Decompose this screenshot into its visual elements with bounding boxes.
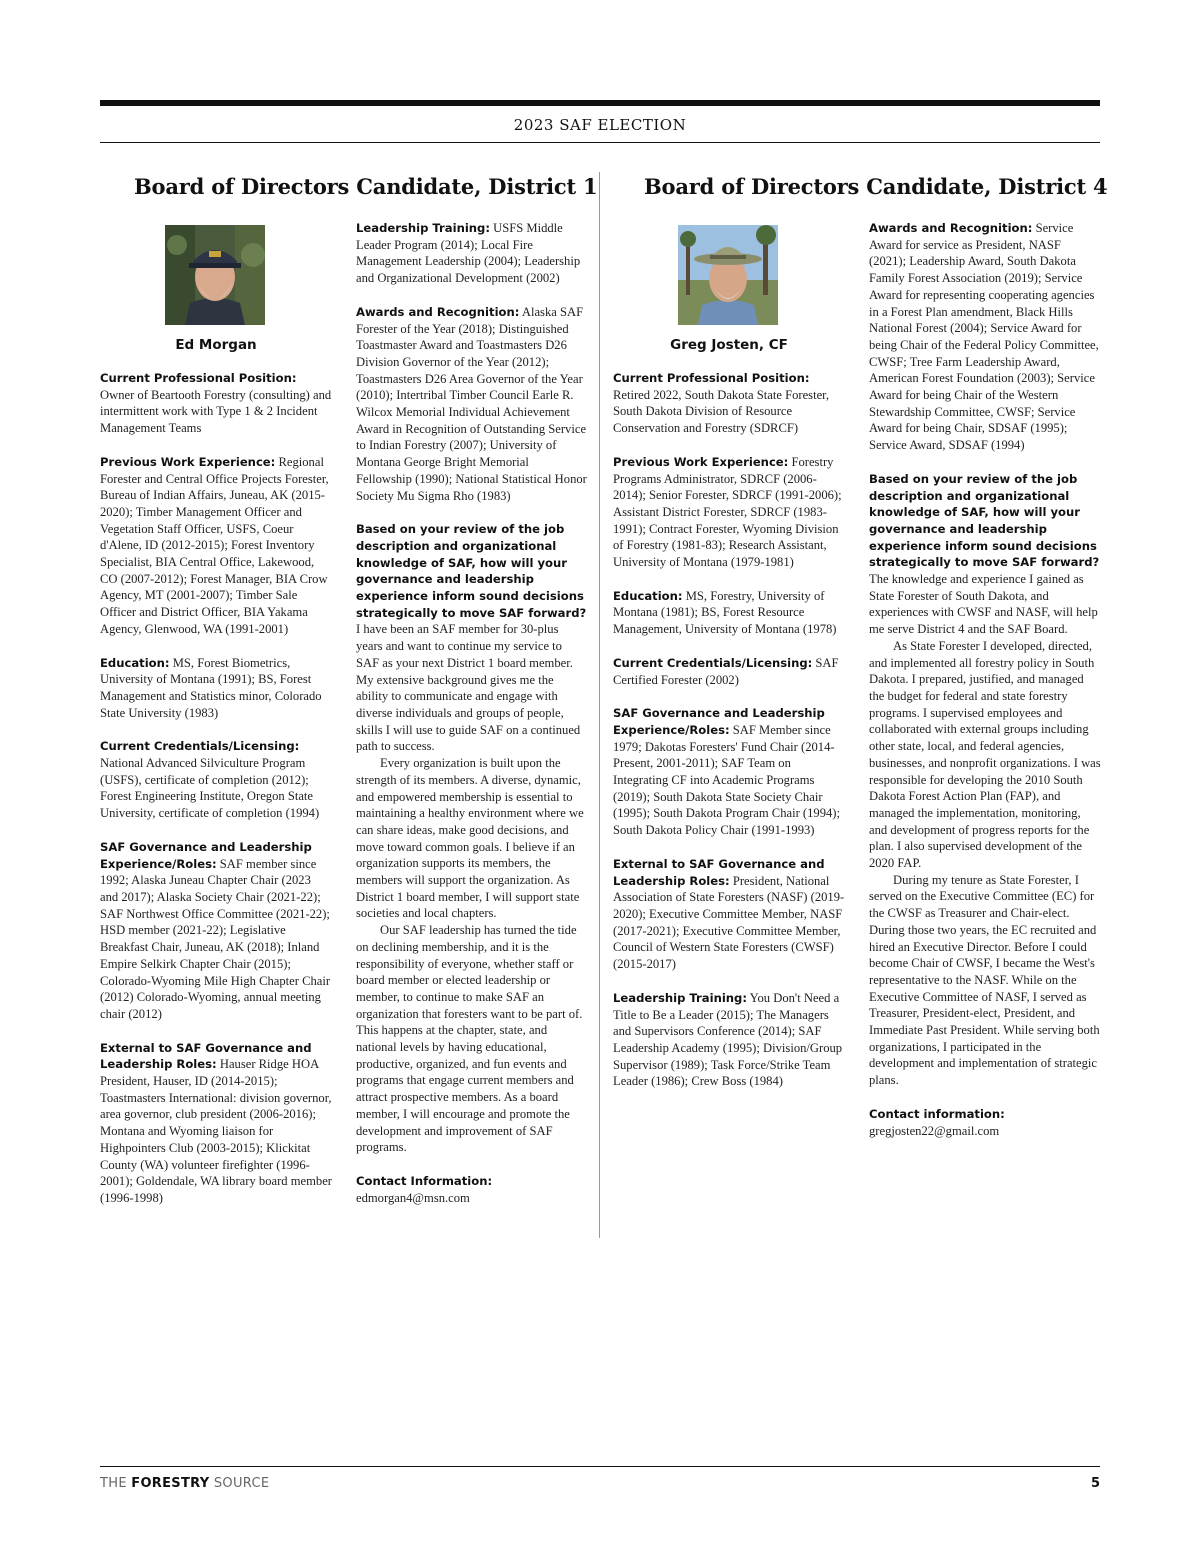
d4-education-text: MS, Forestry, University of Montana (1981); BS, Forest Resource Management, University of Montana (1978) xyxy=(613,588,837,637)
column-divider xyxy=(599,172,600,1238)
d1-governance-label: SAF Governance and Leadership Experience/Roles: xyxy=(100,839,312,871)
d4-education xyxy=(613,588,845,638)
footer-brand xyxy=(100,1476,269,1491)
header-rule xyxy=(100,142,1100,143)
footer-brand-bold: FORESTRY xyxy=(131,1476,210,1491)
d4-contact-email: gregjosten22@gmail.com xyxy=(869,1123,1000,1138)
d4-credentials xyxy=(613,655,845,688)
d4-statement xyxy=(869,471,1101,1089)
d1-training xyxy=(356,220,588,287)
d4-current-position-label: Current Professional Position: xyxy=(613,371,810,385)
d1-training-text: USFS Middle Leader Program (2014); Local Fire Management Leadership (2004); Leadership and Organizational Development (2002) xyxy=(356,221,581,286)
d1-credentials xyxy=(100,738,332,822)
d4-training-text: You Don't Need a Title to Be a Leader (2015); The Managers and Supervisors Conference (2014); SAF Leadership Academy (1995); Division/Group Supervisor (1989); Task Force/Strike Team Leader (1986); Crew Boss (1984) xyxy=(613,990,843,1089)
d4-answer-p1: The knowledge and experience I gained as State Forester of South Dakota, and experiences with CWSF and NASF, will help me serve District 4 and the SAF Board. xyxy=(869,572,1098,637)
d1-governance xyxy=(100,839,332,1023)
d1-statement xyxy=(356,521,588,1156)
d1-education xyxy=(100,655,332,722)
d1-education-text: MS, Forest Biometrics, University of Montana (1991); BS, Forest Management and Statistics minor, Colorado State University (1983) xyxy=(100,655,322,720)
d1-governance-text: SAF member since 1992; Alaska Juneau Chapter Chair (2023 and 2017); Alaska Society Chair (2021-22); SAF Northwest Office Committee (2021-22); HSD member (2021-22); Legislative Breakfast Chair, Juneau, AK (2018); Inland Empire Selkirk Chapter Chair (2015); Colorado-Wyoming Mile High Chapter Chair (2012) Colorado-Wyoming, annual meeting chair (2012) xyxy=(100,856,331,1021)
d1-credentials-text: National Advanced Silviculture Program (USFS), certificate of completion (2012); Forest Engineering Institute, Oregon State University, certificate of completion (1994) xyxy=(100,756,320,821)
section-header: 2023 SAF ELECTION xyxy=(513,116,687,134)
d4-question: Based on your review of the job description and organizational knowledge of SAF, how will your governance and leadership experience inform sound decisions strategically to move SAF forward? xyxy=(869,471,1100,570)
district1-title: Board of Directors Candidate, District 1 xyxy=(134,174,598,199)
d1-answer-p1: I have been an SAF member for 30-plus years and want to continue my service to SAF as your next District 1 board member. My extensive background gives me the ability to communicate and engage with diverse individuals and groups of people, skills I will use to guide SAF on a continued path to success. xyxy=(356,622,581,754)
d4-previous-work-label: Previous Work Experience: xyxy=(613,454,789,469)
d1-current-position-label: Current Professional Position: xyxy=(100,371,297,385)
d4-training-label: Leadership Training: xyxy=(613,990,747,1005)
d4-contact xyxy=(869,1106,1101,1139)
d1-external-label: External to SAF Governance and Leadership Roles: xyxy=(100,1040,312,1072)
d4-answer-p2: As State Forester I developed, directed, and implemented all forestry policy in South Dakota. I prepared, justified, and managed the budget for federal and state forestry programs. I supervised employees and collaborated with external groups including other state, local, and federal agencies, businesses, and nonprofit organizations. I was responsible for developing the 2010 South Dakota Forest Action Plan (FAP), and managed the implementation, monitoring, and development of progress reports for the plan. I also supervised development of the 2020 FAP. xyxy=(869,638,1101,871)
footer-rule xyxy=(100,1466,1100,1467)
ed-morgan-photo xyxy=(165,225,265,325)
d1-external-text: Hauser Ridge HOA President, Hauser, ID (2014-2015); Toastmasters International: division governor, area governor, club president (2006-2016); Montana and Wyoming liaison for Highpointers Club (2003-2015); Klickitat County (WA) volunteer firefighter (1996-2001); Goldendale, WA library board member (1996-1998) xyxy=(100,1057,332,1205)
district1-column-right xyxy=(356,220,588,1223)
d4-external-label: External to SAF Governance and Leadership Roles: xyxy=(613,856,825,888)
greg-josten-name: Greg Josten, CF xyxy=(670,337,788,353)
d4-training xyxy=(613,990,845,1090)
d1-training-label: Leadership Training: xyxy=(356,221,490,235)
d1-contact-label: Contact Information: xyxy=(356,1173,493,1188)
footer-brand-prefix: THE xyxy=(100,1476,132,1491)
d1-education-label: Education: xyxy=(100,655,170,670)
d4-previous-work-text: Forestry Programs Administrator, SDRCF (2006-2014); Senior Forester, SDRCF (1991-2006); Assistant District Forester, SDRCF (1983-1991); Contract Forester, Wyoming Division of Forestry (1981-83); Research Assistant, University of Montana (1979-1981) xyxy=(613,454,842,570)
d4-external-text: President, National Association of State Foresters (NASF) (2019-2020); Executive Committee Member, NASF (2017-2021); Executive Committee Member, Council of Western State Foresters (CWSF) (2015-2017) xyxy=(613,873,845,972)
d4-awards-text: Service Award for service as President, NASF (2021); Leadership Award, South Dakota Family Forest Association (2019); Service Award for representing cooperating agencies in a Forest Plan amendment, Black Hills National Forest (2004); Service Award for being Chair of the Federal Policy Committee, CWSF; Tree Farm Leadership Award, American Forest Foundation (2003); Service Award for being Chair of the Western Stewardship Committee, CWSF; Service Award for being Chair, SDSAF (1995); Service Award, SDSAF (1994) xyxy=(869,221,1099,453)
d4-governance-label: SAF Governance and Leadership Experience/Roles: xyxy=(613,706,825,737)
d1-current-position xyxy=(100,370,332,437)
greg-josten-photo xyxy=(678,225,778,325)
d1-previous-work-text: Regional Forester and Central Office Projects Forester, Bureau of Indian Affairs, Juneau, AK (2015-2020); Timber Management Officer and Vegetation Staff Officer, USFS, Coeur d'Alene, ID (2012-2015); Forest Inventory Specialist, BIA Central Office, Lakewood, CO (2007-2012); Forest Manager, BIA Crow Agency, MT (2001-2007); Timber Sale Officer and District Officer, BIA Yakama Agency, Glenwood, WA (1991-2001) xyxy=(100,454,329,636)
d1-answer-p3: Our SAF leadership has turned the tide on declining membership, and it is the responsibility of everyone, whether staff or board member or elected leadership or member, to continue to make SAF an organization that foresters want to be part of. This happens at the chapter, state, and national levels by having educational, productive, organized, and fun events and programs that engage current members and attract prospective members. As a board member, I will encourage and promote the development and improvement of SAF programs. xyxy=(356,923,583,1155)
d4-current-position xyxy=(613,370,845,437)
d4-awards xyxy=(869,220,1101,454)
d4-contact-label: Contact information: xyxy=(869,1106,1005,1121)
district4-column-right xyxy=(869,220,1101,1156)
top-rule xyxy=(100,100,1100,106)
d1-previous-work xyxy=(100,454,332,638)
d1-contact xyxy=(356,1173,588,1206)
d1-question: Based on your review of the job description and organizational knowledge of SAF, how will your governance and leadership experience inform sound decisions strategically to move SAF forward? xyxy=(356,522,587,620)
district4-column-left xyxy=(613,370,845,1107)
footer-brand-suffix: SOURCE xyxy=(209,1476,270,1491)
d4-current-position-text: Retired 2022, South Dakota State Forester, South Dakota Division of Resource Conservation and Forestry (SDRCF) xyxy=(613,387,829,436)
district1-column-left xyxy=(100,370,332,1224)
d1-answer-p2: Every organization is built upon the strength of its members. A diverse, dynamic, and empowered membership is essential to maintaining a healthy environment where we can share ideas, make good decisions, and move toward common goals. I believe if an organization supports its members, the members will support the organization. As District 1 board member, I will support state societies and local chapters. xyxy=(356,756,584,921)
d4-credentials-label: Current Credentials/Licensing: xyxy=(613,655,813,670)
d1-credentials-label: Current Credentials/Licensing: xyxy=(100,739,300,754)
d1-awards-label: Awards and Recognition: xyxy=(356,304,520,319)
d4-previous-work xyxy=(613,454,845,571)
d1-external xyxy=(100,1040,332,1207)
district4-title: Board of Directors Candidate, District 4 xyxy=(644,174,1108,199)
d4-answer-p3: During my tenure as State Forester, I served on the Executive Committee (EC) for the CWSF as Treasurer and Chair-elect. During those two years, the EC recruited and hired an Executive Director. Before I could become Chair of CWSF, I became the West's representative to the NASF. While on the Executive Committee of NASF, I served as Treasurer, President-elect, President, and Immediate Past President. While serving both organizations, I participated in the development and implementation of strategic plans. xyxy=(869,872,1100,1088)
d4-external xyxy=(613,856,845,973)
d4-education-label: Education: xyxy=(613,588,683,603)
d1-current-position-text: Owner of Beartooth Forestry (consulting) and intermittent work with Type 1 & 2 Incident Management Teams xyxy=(100,387,332,436)
d1-contact-email: edmorgan4@msn.com xyxy=(356,1190,470,1205)
d4-credentials-text: SAF Certified Forester (2002) xyxy=(613,655,839,687)
d4-governance xyxy=(613,705,845,839)
d4-awards-label: Awards and Recognition: xyxy=(869,221,1033,235)
d1-awards-text: Alaska SAF Forester of the Year (2018); Distinguished Toastmaster Award and Toastmasters D26 Division Governor of the Year (2012); Toastmasters D26 Area Governor of the Year (2010); Intertribal Timber Council Earle R. Wilcox Memorial Individual Achievement Award in Recognition of Outstanding Service to Indian Forestry (2007); University of Montana George Bright Memorial Fellowship (1990); National Statistical Honor Society Mu Sigma Rho (1983) xyxy=(356,304,587,503)
d1-previous-work-label: Previous Work Experience: xyxy=(100,454,276,469)
d1-awards xyxy=(356,304,588,504)
page-number: 5 xyxy=(1090,1476,1100,1491)
d4-governance-text: SAF Member since 1979; Dakotas Foresters' Fund Chair (2014-Present, 2001-2011); SAF Team on Integrating CF into Academic Programs (2019); South Dakota State Society Chair (1995); South Dakota Program Chair (1994); South Dakota Policy Chair (1991-1993) xyxy=(613,722,841,838)
ed-morgan-name: Ed Morgan xyxy=(175,337,257,353)
